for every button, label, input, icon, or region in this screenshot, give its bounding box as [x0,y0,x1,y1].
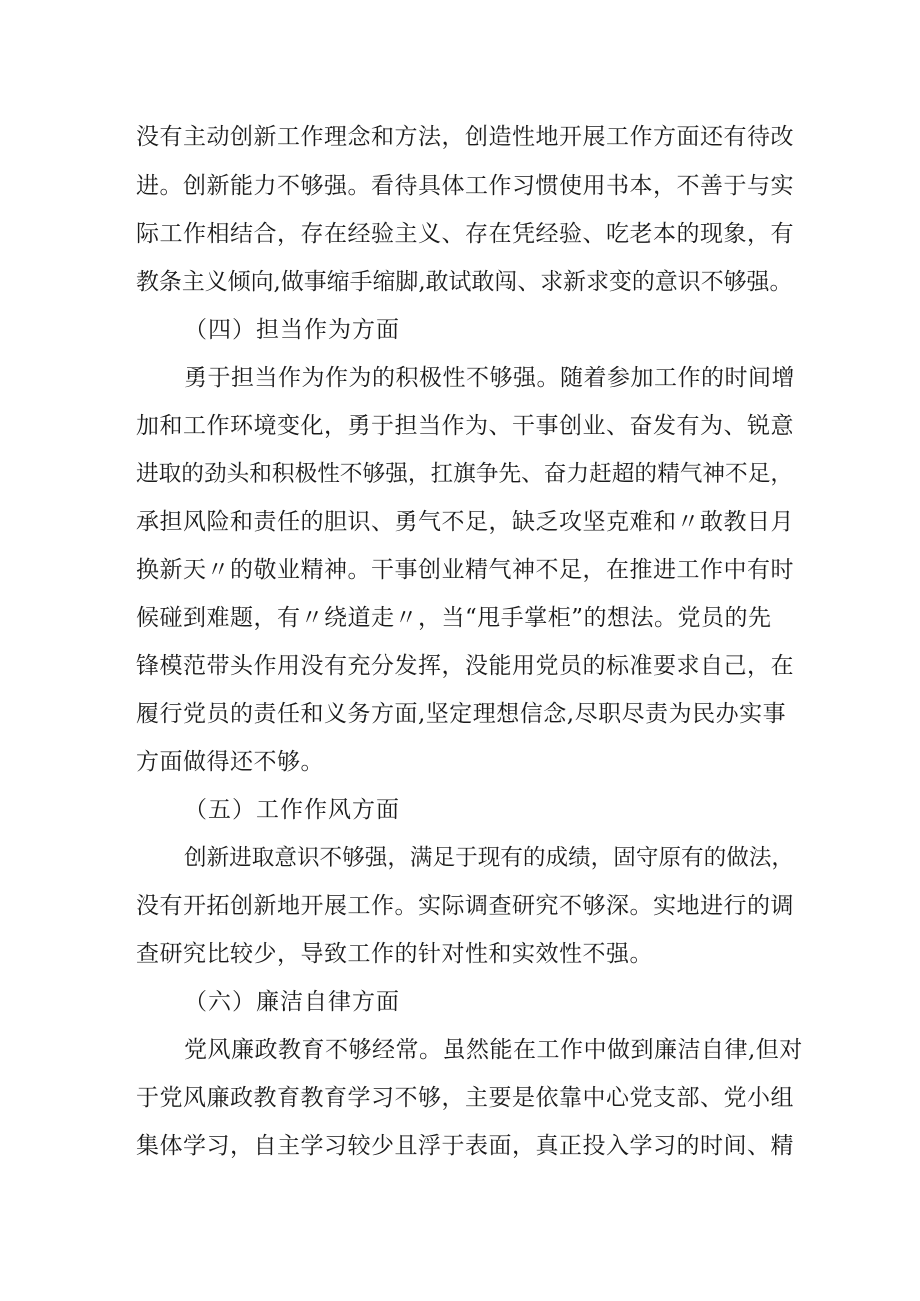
paragraph-line: 加和工作环境变化，勇于担当作为、干事创业、奋发有为、锐意 [136,413,794,439]
paragraph-line: 勇于担当作为作为的积极性不够强。随着参加工作的时间增 [184,365,795,391]
paragraph-line: 锋模范带头作用没有充分发挥，没能用党员的标准要求自己，在 [136,653,794,679]
paragraph-line: 没有主动创新工作理念和方法，创造性地开展工作方面还有待改 [136,124,794,150]
section-heading-5: （五）工作作风方面 [184,797,400,823]
paragraph-line: 集体学习，自主学习较少且浮于表面，真正投入学习的时间、精 [136,1133,794,1159]
paragraph-line: 于党风廉政教育教育学习不够，主要是依靠中心党支部、党小组 [136,1085,794,1111]
paragraph-line: 际工作相结合，存在经验主义、存在凭经验、吃老本的现象，有 [136,221,794,247]
paragraph-line: 查研究比较少，导致工作的针对性和实效性不强。 [136,941,653,967]
paragraph-line: 教条主义倾向,做事缩手缩脚,敢试敢闯、求新求变的意识不够强。 [136,269,793,295]
paragraph-line: 没有开拓创新地开展工作。实际调查研究不够深。实地进行的调 [136,893,794,919]
paragraph-line: 方面做得还不够。 [136,749,324,775]
paragraph-line: 换新天〃的敬业精神。干事创业精气神不足，在推进工作中有时 [136,557,794,583]
paragraph-line: 进。创新能力不够强。看待具体工作习惯使用书本，不善于与实 [136,173,794,199]
paragraph-line: 党风廉政教育不够经常。虽然能在工作中做到廉洁自律,但对 [184,1037,803,1063]
paragraph-line: 创新进取意识不够强，满足于现有的成绩，固守原有的做法， [184,845,795,871]
section-heading-4: （四）担当作为方面 [184,317,400,343]
paragraph-line: 进取的劲头和积极性不够强，扛旗争先、奋力赶超的精气神不足， [136,461,794,487]
paragraph-line: 承担风险和责任的胆识、勇气不足，缺乏攻坚克难和〃敢教日月 [136,509,794,535]
paragraph-line: 候碰到难题，有〃绕道走〃，当“甩手掌柜”的想法。党员的先 [136,605,772,631]
paragraph-line: 履行党员的责任和义务方面,坚定理想信念,尽职尽责为民办实事 [136,701,787,727]
section-heading-6: （六）廉洁自律方面 [184,989,400,1015]
